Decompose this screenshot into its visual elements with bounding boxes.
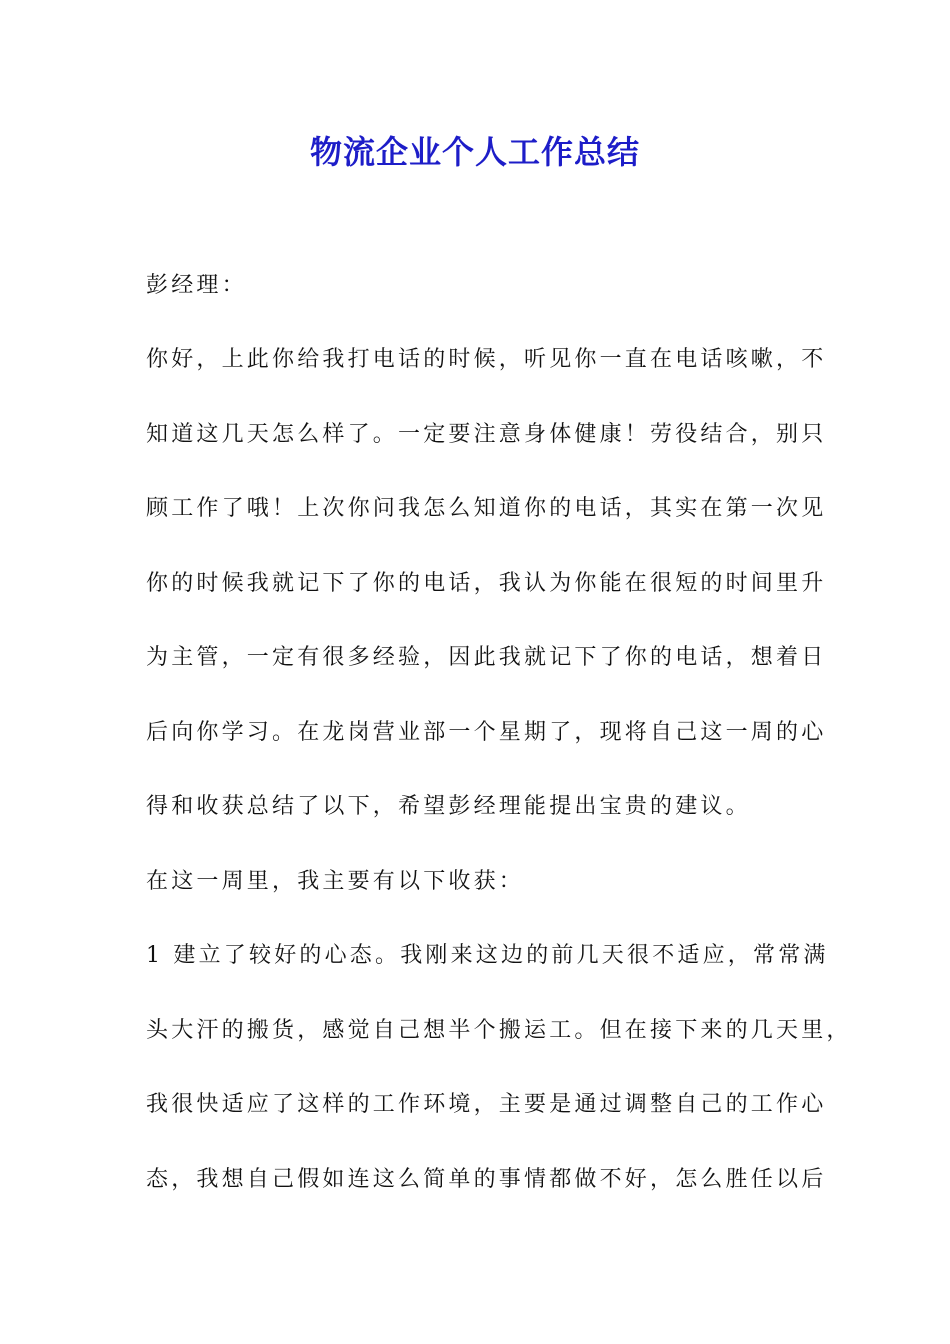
body-line: 顾工作了哦！上次你问我怎么知道你的电话，其实在第一次见	[146, 496, 827, 521]
body-line: 得和收获总结了以下，希望彭经理能提出宝贵的建议。	[146, 794, 751, 819]
body-line: 后向你学习。在龙岗营业部一个星期了，现将自己这一周的心	[146, 720, 827, 745]
body-line: 1 建立了较好的心态。我刚来这边的前几天很不适应，常常满	[146, 943, 829, 968]
body-line: 你的时候我就记下了你的电话，我认为你能在很短的时间里升	[146, 571, 827, 596]
body-line: 在这一周里，我主要有以下收获：	[146, 869, 525, 894]
salutation-line: 彭经理：	[146, 273, 247, 298]
body-line: 头大汗的搬货，感觉自己想半个搬运工。但在接下来的几天里，	[146, 1018, 852, 1043]
body-line: 你好，上此你给我打电话的时候，听见你一直在电话咳嗽，不	[146, 347, 827, 372]
document-title: 物流企业个人工作总结	[309, 133, 640, 171]
body-line: 知道这几天怎么样了。一定要注意身体健康！劳役结合，别只	[146, 422, 827, 447]
body-line: 我很快适应了这样的工作环境，主要是通过调整自己的工作心	[146, 1092, 827, 1117]
body-line: 为主管，一定有很多经验，因此我就记下了你的电话，想着日	[146, 645, 827, 670]
body-line: 态，我想自己假如连这么简单的事情都做不好，怎么胜任以后	[146, 1167, 827, 1192]
